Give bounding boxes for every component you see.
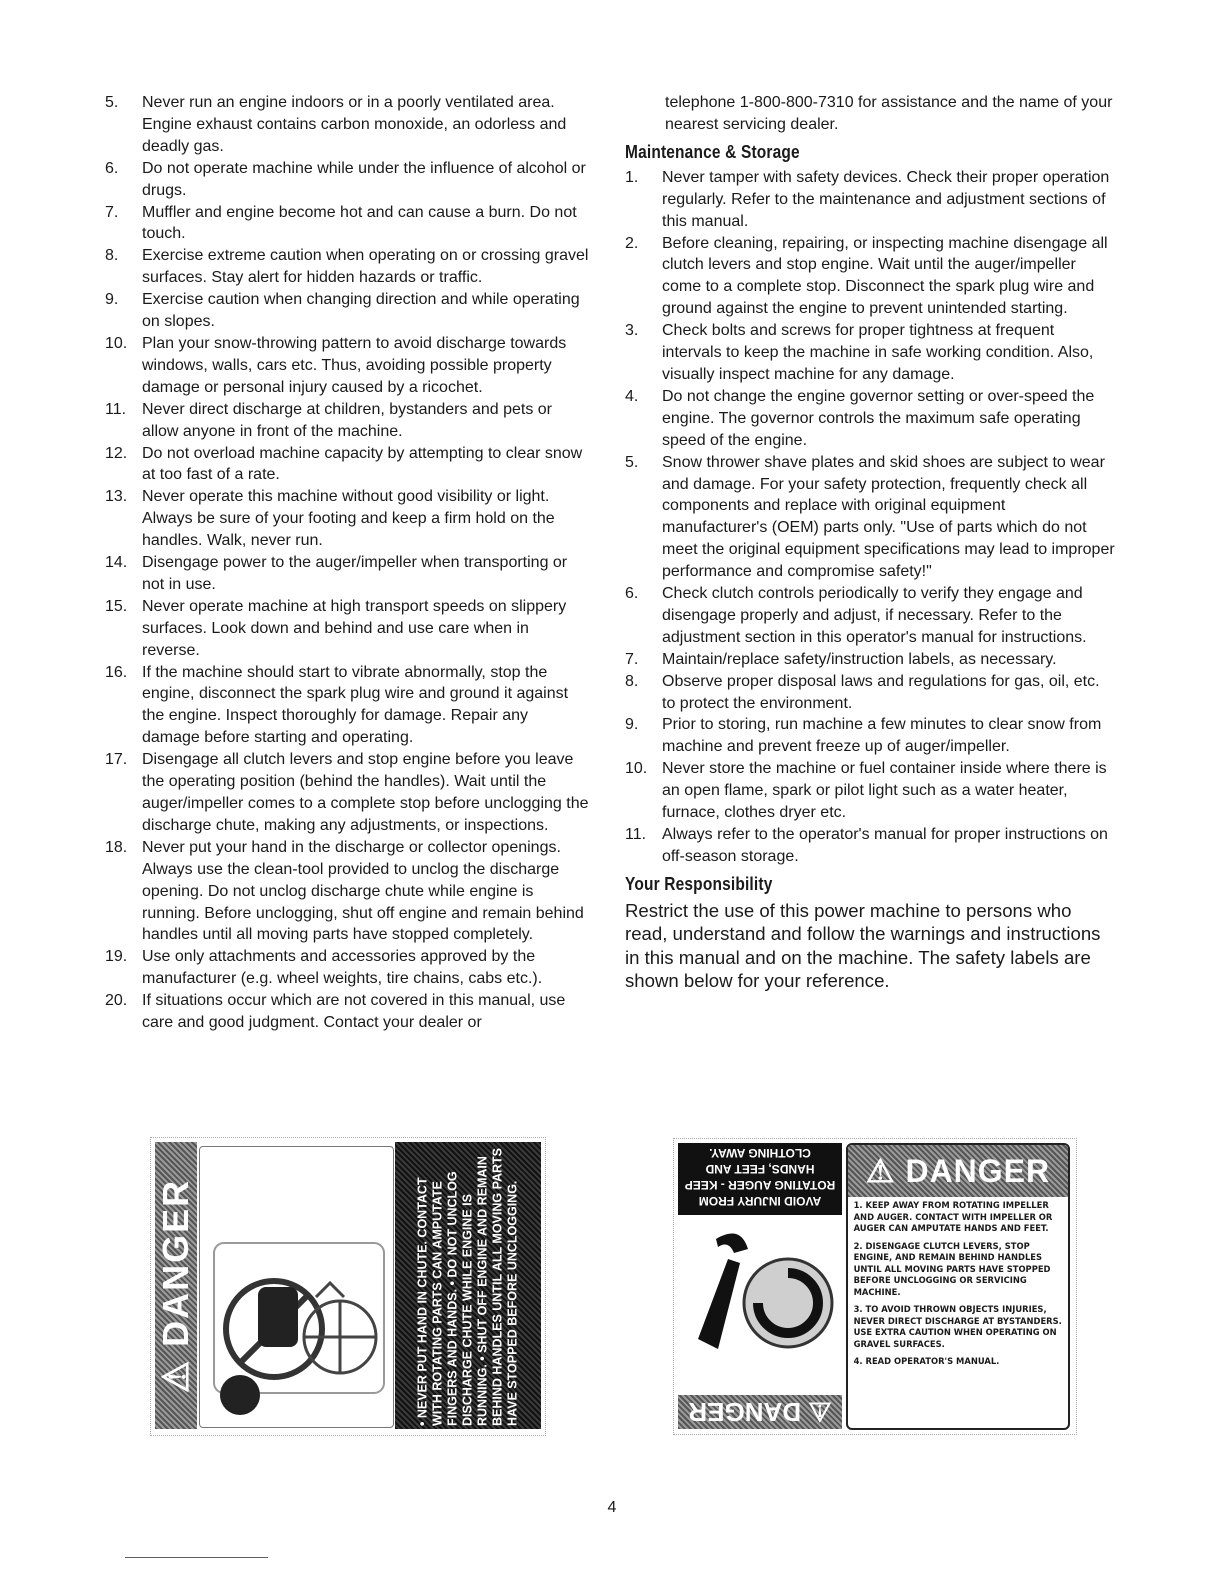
- list-item: 17. Disengage all clutch levers and stop engine before you leave the operating position (behind the handles). Wait until the auger/impeller comes to a complete stop before unclogging the discharge chute, making any adjustments, or inspections.: [105, 751, 589, 834]
- list-item: 6. Do not operate machine while under the influence of alcohol or drugs.: [105, 159, 586, 199]
- list-item: 16. If the machine should start to vibrate abnormally, stop the engine, disconnect the spark plug wire and ground it against the engine. Inspect thoroughly for damage. Repair any damage before starting and operating.: [105, 663, 569, 747]
- footer-rule: [125, 1557, 268, 1558]
- list-item: 11. Never direct discharge at children, bystanders and pets or allow anyone in front of the machine.: [105, 400, 552, 440]
- danger-title: ⚠ DANGER: [848, 1145, 1068, 1197]
- list-item: 10. Plan your snow-throwing pattern to avoid discharge towards windows, walls, cars etc. Thus, avoiding possible property damage or personal injury caused by a ricochet.: [105, 334, 567, 396]
- avoid-injury-text: AVOID INJURY FROM ROTATING AUGER - KEEP HANDS, FEET AND CLOTHING AWAY.: [678, 1143, 842, 1215]
- danger-item: 3. TO AVOID THROWN OBJECTS INJURIES, NEVER DIRECT DISCHARGE AT BYSTANDERS. USE EXTRA CAUTION WHEN OPERATING ON GRAVEL SURFACES.: [853, 1305, 1062, 1350]
- list-item: 5. Snow thrower shave plates and skid shoes are subject to wear and damage. For your safety protection, frequently check all components and replace with original equipment manufacturer's (OEM) parts only. "Use of parts which do not meet the original equipment specifications may lead to improper performance and compromise safety!": [625, 453, 1115, 581]
- list-item: 14. Disengage power to the auger/impeller when transporting or not in use.: [105, 554, 568, 593]
- list-item: 19. Use only attachments and accessories approved by the manufacturer (e.g. wheel weights, tire chains, cabs etc.).: [105, 948, 543, 988]
- list-item: 8. Observe proper disposal laws and regulations for gas, oil, etc. to protect the environment.: [625, 672, 1100, 712]
- list-item: 9. Prior to storing, run machine a few minutes to clear snow from machine and prevent freeze up of auger/impeller.: [625, 716, 1102, 756]
- list-item: 7. Maintain/replace safety/instruction labels, as necessary.: [625, 650, 1057, 668]
- auger-icon: [678, 1219, 842, 1369]
- danger-title-flipped: ⚠ DANGER: [688, 1397, 832, 1427]
- safety-label-auger: [673, 1138, 1077, 1435]
- safety-label-chute: [150, 1137, 546, 1436]
- danger-item: 1. KEEP AWAY FROM ROTATING IMPELLER AND AUGER. CONTACT WITH IMPELLER OR AUGER CAN AMPUTATE HANDS AND FEET.: [853, 1201, 1053, 1234]
- list-item: 2. Before cleaning, repairing, or inspecting machine disengage all clutch levers and stop engine. Wait until the auger/impeller come to a complete stop. Disconnect the spark plug wire and ground against the engine to prevent unintended starting.: [625, 234, 1108, 318]
- danger-item: 4. READ OPERATOR'S MANUAL.: [853, 1357, 1000, 1367]
- list-item: 4. Do not change the engine governor setting or over-speed the engine. The governor controls the maximum safe operating speed of the engine.: [625, 387, 1095, 449]
- list-item: 9. Exercise caution when changing direction and while operating on slopes.: [105, 291, 580, 331]
- hand-in-chute-pictogram: [199, 1146, 394, 1428]
- list-item: 1. Never tamper with safety devices. Check their proper operation regularly. Refer to the maintenance and adjustment sections of this manual.: [625, 168, 1110, 230]
- list-item: 11. Always refer to the operator's manual for proper instructions on off-season storage.: [625, 826, 1108, 865]
- auger-pictogram: [678, 1219, 842, 1369]
- list-item: 6. Check clutch controls periodically to verify they engage and disengage properly and adjust, if necessary. Refer to the adjustment section in this operator's manual for instructions.: [625, 585, 1087, 646]
- list-item: 5. Never run an engine indoors or in a poorly ventilated area. Engine exhaust contains carbon monoxide, an odorless and deadly gas.: [105, 94, 567, 155]
- danger-band: [155, 1142, 197, 1429]
- responsibility-text: Restrict the use of this power machine to persons who read, understand and follow the warnings and instructions in this manual and on the machine. The safety labels are shown below for your reference.: [625, 899, 1101, 992]
- list-item: 7. Muffler and engine become hot and can cause a burn. Do not touch.: [105, 203, 577, 243]
- danger-list: [848, 1197, 1068, 1369]
- list-item: 20. If situations occur which are not covered in this manual, use care and good judgment. Contact your dealer or: [105, 992, 566, 1032]
- left-column: [105, 92, 590, 1034]
- label-left-panel: [678, 1143, 842, 1430]
- list-item: 8. Exercise extreme caution when operating on or crossing gravel surfaces. Stay alert for hidden hazards or traffic.: [105, 247, 589, 287]
- right-column: [625, 92, 1115, 993]
- page-number: 4: [607, 1499, 617, 1516]
- list-item: 15. Never operate machine at high transport speeds on slippery surfaces. Look down and behind and use care when in reverse.: [105, 597, 567, 659]
- responsibility-heading: Your Responsibility: [625, 873, 773, 894]
- instruction-text: • NEVER PUT HAND IN CHUTE. CONTACT WITH ROTATING PARTS CAN AMPUTATE FINGERS AND HANDS. • DO NOT UNCLOG DISCHARGE CHUTE WHILE ENGINE IS RUNNING. • SHUT OFF ENGINE AND REMAIN BEHIND HANDLES UNTIL ALL MOVING PARTS HAVE STOPPED BEFORE UNCLOGGING.: [415, 1147, 520, 1426]
- pictogram-icon: [200, 1147, 393, 1427]
- danger-item: 2. DISENGAGE CLUTCH LEVERS, STOP ENGINE, AND REMAIN BEHIND HANDLES UNTIL ALL MOVING PARTS HAVE STOPPED BEFORE UNCLOGGING OR SERVICING MACHINE.: [853, 1241, 1051, 1298]
- label-right-panel: [846, 1143, 1070, 1430]
- instruction-band: [395, 1142, 541, 1429]
- list-item: 10. Never store the machine or fuel container inside where there is an open flame, spark or pilot light such as a water heater, furnace, clothes dryer etc.: [625, 760, 1107, 822]
- list-item: 12. Do not overload machine capacity by attempting to clear snow at too fast of a rate.: [105, 444, 583, 484]
- danger-title: ⚠ DANGER: [155, 1178, 196, 1393]
- danger-band-bottom: [678, 1395, 842, 1429]
- continuation-text: telephone 1-800-800-7310 for assistance and the name of your nearest servicing dealer.: [665, 94, 1113, 133]
- list-item: 13. Never operate this machine without good visibility or light. Always be sure of your footing and keep a firm hold on the handles. Walk, never run.: [105, 488, 555, 550]
- maintenance-heading: Maintenance & Storage: [625, 141, 800, 162]
- list-item: 18. Never put your hand in the discharge or collector openings. Always use the clean-tool provided to unclog the discharge opening. Do not unclog discharge chute while engine is running. Before unclogging, shut off engine and remain behind handles until all moving parts have stopped completely.: [105, 838, 584, 944]
- list-item: 3. Check bolts and screws for proper tightness at frequent intervals to keep the machine in safe working condition. Also, visually inspect machine for any damage.: [625, 322, 1094, 383]
